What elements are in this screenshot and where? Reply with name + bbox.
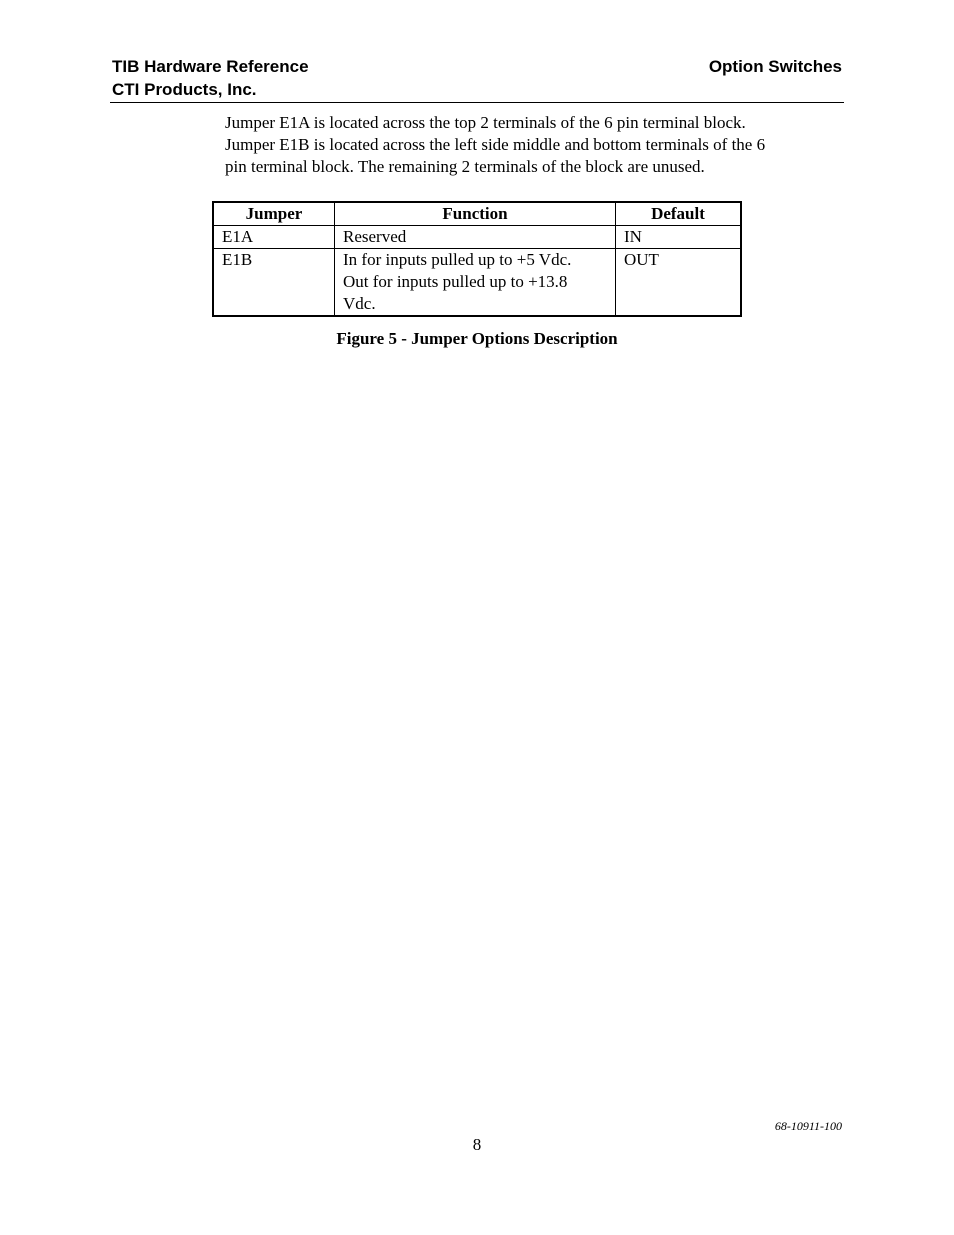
column-header-default: Default bbox=[616, 202, 742, 226]
cell-function bbox=[335, 226, 616, 249]
function-line: Reserved bbox=[343, 227, 407, 246]
document-title: TIB Hardware Reference bbox=[112, 57, 309, 76]
header-rule bbox=[110, 102, 844, 103]
header-left bbox=[112, 55, 309, 101]
column-header-function: Function bbox=[335, 202, 616, 226]
cell-jumper: E1A bbox=[213, 226, 335, 249]
cell-jumper: E1B bbox=[213, 249, 335, 317]
column-header-jumper: Jumper bbox=[213, 202, 335, 226]
table-row bbox=[213, 226, 741, 249]
company-name: CTI Products, Inc. bbox=[112, 80, 257, 99]
intro-line: Jumper E1B is located across the left side middle and bottom terminals of the 6 bbox=[225, 135, 766, 154]
intro-line: pin terminal block. The remaining 2 terminals of the block are unused. bbox=[225, 157, 705, 176]
intro-paragraph bbox=[225, 112, 835, 178]
function-line: Out for inputs pulled up to +13.8 bbox=[343, 272, 568, 291]
document-number: 68-10911-100 bbox=[774, 1119, 842, 1133]
cell-function bbox=[335, 249, 616, 317]
intro-line: Jumper E1A is located across the top 2 terminals of the 6 pin terminal block. bbox=[225, 113, 746, 132]
table-row bbox=[213, 249, 741, 317]
figure-caption: Figure 5 - Jumper Options Description bbox=[336, 329, 618, 348]
jumper-options-table bbox=[212, 201, 742, 317]
function-line: In for inputs pulled up to +5 Vdc. bbox=[343, 250, 572, 269]
cell-default: OUT bbox=[616, 249, 742, 317]
cell-default: IN bbox=[616, 226, 742, 249]
table-header-row bbox=[213, 202, 741, 226]
section-title: Option Switches bbox=[708, 57, 842, 76]
function-line: Vdc. bbox=[343, 294, 376, 313]
page-number: 8 bbox=[472, 1135, 482, 1154]
